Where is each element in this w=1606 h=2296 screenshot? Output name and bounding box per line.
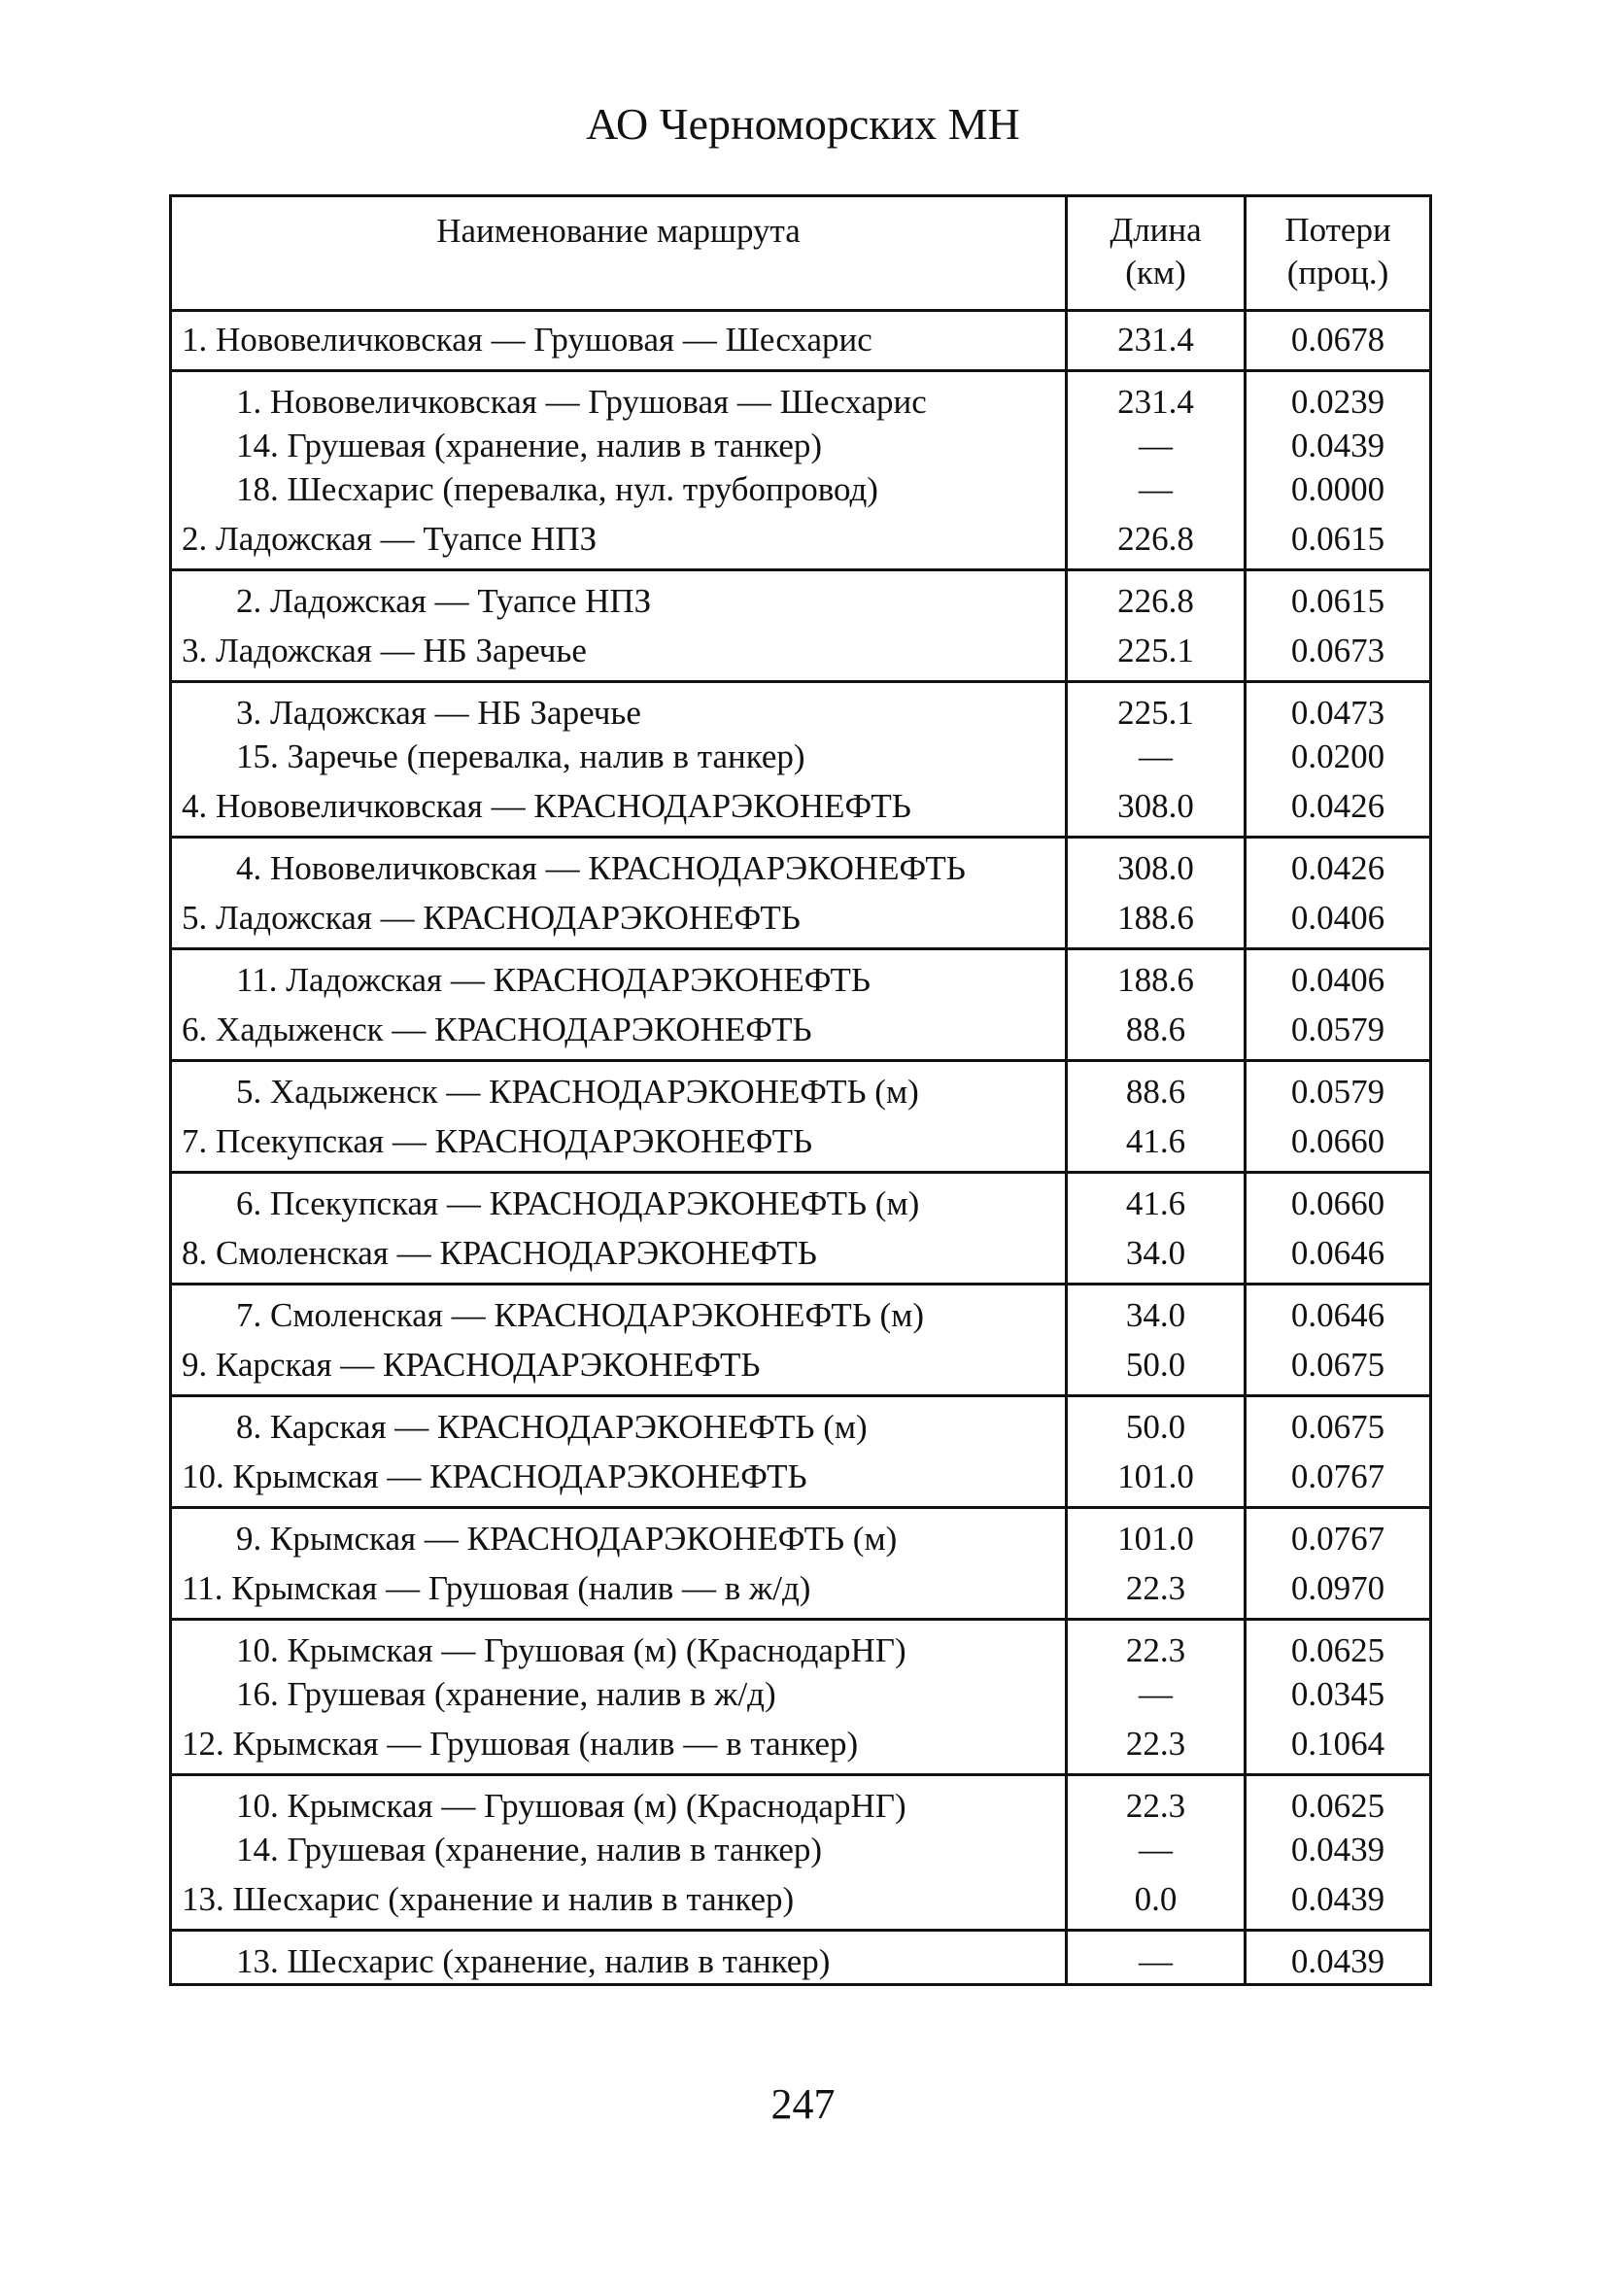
route-name: 7. Смоленская — КРАСНОДАРЭКОНЕФТЬ (м) <box>172 1285 1068 1337</box>
route-length: — <box>1068 1672 1247 1716</box>
route-loss: 0.0625 <box>1290 1787 1385 1825</box>
route-loss: 0.0426 <box>1290 787 1385 825</box>
route-name: 9. Крымская — КРАСНОДАРЭКОНЕФТЬ (м) <box>172 1509 1068 1560</box>
route-loss: 0.0439 <box>1290 1831 1385 1868</box>
table-row-route <box>172 1225 1429 1283</box>
route-length: 34.0 <box>1068 1285 1247 1337</box>
route-loss: 0.0615 <box>1290 520 1385 558</box>
route-length: — <box>1068 1932 1247 1983</box>
route-name: 13. Шесхарис (хранение, налив в танкер) <box>172 1932 1068 1983</box>
route-name: 4. Нововеличковская — КРАСНОДАРЭКОНЕФТЬ <box>172 839 1068 890</box>
route-loss: 0.0239 <box>1290 383 1385 421</box>
route-name: 2. Ладожская — Туапсе НПЗ <box>172 571 1068 623</box>
route-length: 41.6 <box>1068 1174 1247 1225</box>
route-name: 5. Ладожская — КРАСНОДАРЭКОНЕФТЬ <box>172 890 1068 947</box>
route-loss: 0.0678 <box>1290 321 1385 359</box>
route-length: 34.0 <box>1068 1225 1247 1283</box>
table-row-route <box>172 890 1429 947</box>
route-length: 22.3 <box>1068 1621 1247 1672</box>
table-row-group <box>172 1285 1429 1397</box>
route-loss: 0.0675 <box>1290 1408 1385 1446</box>
route-loss: 0.0673 <box>1290 632 1385 669</box>
route-loss: 0.0767 <box>1290 1457 1385 1495</box>
route-loss: 0.0345 <box>1290 1675 1385 1713</box>
route-length: — <box>1068 424 1247 467</box>
route-loss: 0.0970 <box>1290 1569 1385 1607</box>
route-name: 5. Хадыженск — КРАСНОДАРЭКОНЕФТЬ (м) <box>172 1062 1068 1114</box>
table-body <box>172 312 1429 1983</box>
table-row-route <box>172 312 1429 369</box>
route-loss: 0.0473 <box>1290 694 1385 732</box>
route-loss: 0.0439 <box>1290 1942 1385 1980</box>
route-loss: 0.0675 <box>1290 1346 1385 1384</box>
table-row-subroute <box>172 424 1429 467</box>
route-length: — <box>1068 735 1247 778</box>
table-row-group <box>172 1621 1429 1776</box>
route-name: 3. Ладожская — НБ Заречье <box>172 683 1068 735</box>
route-length: 225.1 <box>1068 623 1247 680</box>
route-loss: 0.0646 <box>1290 1234 1385 1272</box>
route-loss: 0.0439 <box>1290 1880 1385 1918</box>
route-name: 10. Крымская — Грушовая (м) (КраснодарНГ) <box>172 1621 1068 1672</box>
table-row-subroute <box>172 950 1429 1002</box>
route-name: 14. Грушевая (хранение, налив в танкер) <box>172 1828 1068 1871</box>
route-loss: 0.0615 <box>1290 582 1385 620</box>
table-row-route <box>172 1002 1429 1059</box>
route-loss: 0.0625 <box>1290 1631 1385 1669</box>
route-name: 6. Хадыженск — КРАСНОДАРЭКОНЕФТЬ <box>172 1002 1068 1059</box>
table-row-route <box>172 1114 1429 1171</box>
table-row-subroute <box>172 467 1429 511</box>
table-row-subroute <box>172 1509 1429 1560</box>
route-loss: 0.1064 <box>1290 1725 1385 1763</box>
route-name: 10. Крымская — КРАСНОДАРЭКОНЕФТЬ <box>172 1449 1068 1506</box>
route-length: 22.3 <box>1068 1716 1247 1773</box>
route-length: 22.3 <box>1068 1560 1247 1618</box>
route-name: 18. Шесхарис (перевалка, нул. трубопровод) <box>172 467 1068 511</box>
table-row-route <box>172 1560 1429 1618</box>
table-row-subroute <box>172 1285 1429 1337</box>
header-length: Длина (км) <box>1068 197 1247 309</box>
route-length: 225.1 <box>1068 683 1247 735</box>
route-name: 15. Заречье (перевалка, налив в танкер) <box>172 735 1068 778</box>
route-length: — <box>1068 467 1247 511</box>
route-name: 10. Крымская — Грушовая (м) (КраснодарНГ) <box>172 1776 1068 1828</box>
table-row-subroute <box>172 1062 1429 1114</box>
route-loss: 0.0200 <box>1290 737 1385 775</box>
page-title: АО Черноморских МН <box>586 99 1020 149</box>
table-row-subroute <box>172 839 1429 890</box>
route-loss: 0.0426 <box>1290 849 1385 887</box>
route-name: 13. Шесхарис (хранение и налив в танкер) <box>172 1871 1068 1929</box>
table-row-route <box>172 1871 1429 1929</box>
table-row-group <box>172 372 1429 571</box>
table-row-route <box>172 1449 1429 1506</box>
route-name: 8. Смоленская — КРАСНОДАРЭКОНЕФТЬ <box>172 1225 1068 1283</box>
route-length: 41.6 <box>1068 1114 1247 1171</box>
route-length: 101.0 <box>1068 1509 1247 1560</box>
route-length: 88.6 <box>1068 1002 1247 1059</box>
route-loss: 0.0579 <box>1290 1073 1385 1111</box>
route-loss: 0.0439 <box>1290 427 1385 464</box>
route-length: 231.4 <box>1068 372 1247 424</box>
route-loss: 0.0406 <box>1290 899 1385 937</box>
route-name: 7. Псекупская — КРАСНОДАРЭКОНЕФТЬ <box>172 1114 1068 1171</box>
route-loss: 0.0406 <box>1290 961 1385 999</box>
table-row-group <box>172 1174 1429 1285</box>
table-row-group <box>172 1509 1429 1621</box>
table-row-group <box>172 950 1429 1062</box>
route-length: 231.4 <box>1068 312 1247 369</box>
route-name: 4. Нововеличковская — КРАСНОДАРЭКОНЕФТЬ <box>172 778 1068 836</box>
table-row-group <box>172 683 1429 839</box>
table-row-route <box>172 623 1429 680</box>
route-loss: 0.0660 <box>1290 1184 1385 1222</box>
route-length: 22.3 <box>1068 1776 1247 1828</box>
table-row-subroute <box>172 1672 1429 1716</box>
route-name: 11. Крымская — Грушовая (налив — в ж/д) <box>172 1560 1068 1618</box>
table-row-group <box>172 1932 1429 1983</box>
route-length: 226.8 <box>1068 511 1247 568</box>
table-row-route <box>172 511 1429 568</box>
route-name: 1. Нововеличковская — Грушовая — Шесхарис <box>172 372 1068 424</box>
page-number: 247 <box>770 2080 836 2128</box>
route-name: 1. Нововеличковская — Грушовая — Шесхарис <box>172 312 1068 369</box>
route-name: 2. Ладожская — Туапсе НПЗ <box>172 511 1068 568</box>
table-row-group <box>172 1062 1429 1174</box>
table-row-subroute <box>172 735 1429 778</box>
route-length: — <box>1068 1828 1247 1871</box>
route-length: 50.0 <box>1068 1337 1247 1394</box>
header-route-name: Наименование маршрута <box>172 197 1068 309</box>
route-name: 6. Псекупская — КРАСНОДАРЭКОНЕФТЬ (м) <box>172 1174 1068 1225</box>
table-row-group <box>172 1397 1429 1509</box>
route-name: 9. Карская — КРАСНОДАРЭКОНЕФТЬ <box>172 1337 1068 1394</box>
route-name: 8. Карская — КРАСНОДАРЭКОНЕФТЬ (м) <box>172 1397 1068 1449</box>
route-length: 101.0 <box>1068 1449 1247 1506</box>
route-length: 308.0 <box>1068 778 1247 836</box>
table-header <box>172 197 1429 312</box>
table-row-subroute <box>172 1621 1429 1672</box>
route-name: 3. Ладожская — НБ Заречье <box>172 623 1068 680</box>
routes-table <box>169 194 1432 1986</box>
route-length: 188.6 <box>1068 890 1247 947</box>
table-row-group <box>172 1776 1429 1932</box>
route-length: 50.0 <box>1068 1397 1247 1449</box>
table-row-group <box>172 839 1429 950</box>
route-loss: 0.0646 <box>1290 1296 1385 1334</box>
table-row-subroute <box>172 1932 1429 1983</box>
route-loss: 0.0660 <box>1290 1122 1385 1160</box>
route-length: 308.0 <box>1068 839 1247 890</box>
table-row-subroute <box>172 1397 1429 1449</box>
table-row-subroute <box>172 1828 1429 1871</box>
route-length: 88.6 <box>1068 1062 1247 1114</box>
table-row-group <box>172 312 1429 372</box>
route-name: 12. Крымская — Грушовая (налив — в танкер) <box>172 1716 1068 1773</box>
table-row-subroute <box>172 1174 1429 1225</box>
route-length: 226.8 <box>1068 571 1247 623</box>
route-name: 14. Грушевая (хранение, налив в танкер) <box>172 424 1068 467</box>
route-loss: 0.0000 <box>1290 470 1385 508</box>
route-name: 11. Ладожская — КРАСНОДАРЭКОНЕФТЬ <box>172 950 1068 1002</box>
table-row-subroute <box>172 372 1429 424</box>
table-row-group <box>172 571 1429 683</box>
table-row-subroute <box>172 683 1429 735</box>
route-length: 188.6 <box>1068 950 1247 1002</box>
route-loss: 0.0579 <box>1290 1011 1385 1048</box>
route-name: 16. Грушевая (хранение, налив в ж/д) <box>172 1672 1068 1716</box>
table-row-subroute <box>172 571 1429 623</box>
route-length: 0.0 <box>1068 1871 1247 1929</box>
route-loss: 0.0767 <box>1290 1520 1385 1558</box>
header-loss: Потери (проц.) <box>1284 211 1391 291</box>
table-row-route <box>172 1337 1429 1394</box>
table-row-route <box>172 778 1429 836</box>
table-row-subroute <box>172 1776 1429 1828</box>
table-row-route <box>172 1716 1429 1773</box>
